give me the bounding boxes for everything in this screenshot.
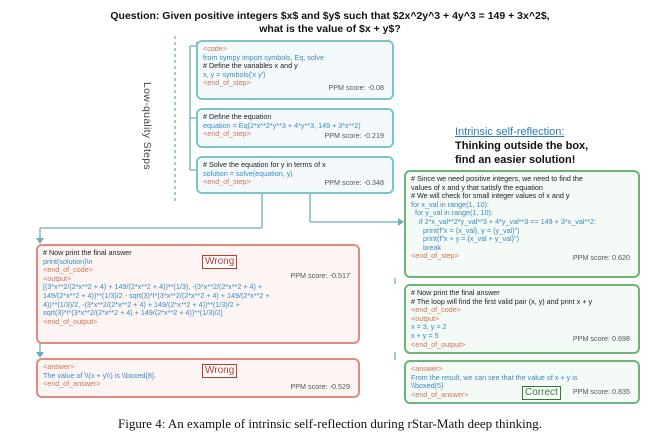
code-line: for x_val in range(1, 10): [411,200,489,209]
end-of-answer-tag: <end_of_answer> [411,390,469,399]
wrong-badge: Wrong [202,255,237,269]
answer-line: From the result, we can see that the value of x + y is [411,373,578,382]
ppm-score: PPM score: -0.219 [324,131,384,141]
code-line: from sympy import symbols, Eq, solve [203,53,325,62]
correct-answer-box [404,360,640,404]
reflection-heading: Intrinsic self-reflection: [455,126,565,138]
ppm-score: PPM score: -0.348 [324,178,384,188]
output-line: 4))**(1/3)/2, -(3*x**2/(2*x**2 + 4) + 149/(2*x**2 + 4))**(1/3)/2 + [43,300,240,309]
code-line: print(solution)\n [43,257,93,266]
ppm-score: PPM score: -0.08 [328,83,384,93]
code-line: equation = Eq(2*x**2*y**3 + 4*y**3, 149 + 3*x**2) [203,121,361,130]
output-line: x + y = 5 [411,331,439,340]
comment-line: values of x and y that satisfy the equation [411,183,543,192]
wrong-badge: Wrong [202,364,237,378]
output-tag: <output> [43,274,72,283]
reflection-output-box [404,284,640,354]
end-of-code-tag: <end_of_code> [411,306,461,315]
step3-box [196,156,394,194]
end-of-output-tag: <end_of_output> [43,317,98,326]
comment-line: # Define the equation [203,113,272,121]
code-line: break [411,243,441,252]
output-line: 149/(2*x**2 + 4))**(1/3)/2 - sqrt(3)*I*(3*x**2/(2*x**2 + 4) + 149/(2*x**2 + [43,291,270,300]
step2-box [196,108,394,148]
reflection-step-box [404,170,640,278]
code-line: print(f"x = {x_val}, y = {y_val}") [411,226,520,235]
code-tag: <code> [203,45,227,53]
ppm-score: PPM score: 0.620 [572,253,630,263]
reflection-line-3: find an easier solution! [455,154,576,166]
question-line-2: what is the value of $x + y$? [259,23,401,35]
code-line: solution = solve(equation, y) [203,169,293,178]
end-of-step-tag: <end_of_step> [411,252,459,261]
output-line: [(3*x**2/(2*x**2 + 4) + 149/(2*x**2 + 4))**(1/3), -(3*x**2/(2*x**2 + 4) + [43,283,263,292]
end-of-step-tag: <end_of_step> [203,130,251,139]
ppm-score: PPM score: 0.698 [572,334,630,344]
wrong-step-box [36,244,360,344]
output-line: x = 3, y = 2 [411,323,447,332]
side-label-text: Low-quality Steps [140,82,153,170]
code-line: x, y = symbols('x y') [203,70,266,79]
output-line: sqrt(3)*I*(3*x**2/(2*x**2 + 4) + 149/(2*x**2 + 4))**(1/3)/2] [43,309,223,318]
comment-line: # Now print the final answer [411,289,500,297]
wrong-answer-box [36,358,360,398]
comment-line: # We will check for small integer values of x and y [411,192,570,201]
comment-line: # The loop will find the first valid pair (x, y) and print x + y [411,297,593,306]
reflection-title [455,125,645,167]
figure-caption: Figure 4: An example of intrinsic self-reflection during rStar-Math deep thinking. [118,416,542,431]
ppm-score: PPM score: -0.517 [290,271,350,280]
answer-tag: <answer> [43,363,75,371]
end-of-code-tag: <end_of_code> [43,266,93,275]
comment-line: # Now print the final answer [43,249,132,257]
end-of-step-tag: <end_of_step> [203,79,251,88]
end-of-output-tag: <end_of_output> [411,340,466,349]
correct-badge: Correct [522,386,561,400]
ppm-score: PPM score: -0.529 [290,382,350,392]
comment-line: # Define the variables x and y [203,62,298,71]
code-line: if 2*x_val**2*y_val**3 + 4*y_val**3 == 149 + 3*x_val**2: [411,217,597,226]
step1-box [196,40,394,100]
code-line: for y_val in range(1, 10): [411,209,493,218]
ppm-score: PPM score: 0.835 [572,387,630,397]
code-line: print(f"x + y = {x_val + y_val}") [411,235,519,244]
answer-tag: <answer> [411,365,443,373]
question-line-1: Question: Given positive integers $x$ and $y$ such that $2x^2y^3 + 4y^3 = 149 + 3x^2$, [110,10,550,22]
end-of-answer-tag: <end_of_answer> [43,380,101,389]
reflection-line-2: Thinking outside the box, [455,140,589,152]
end-of-step-tag: <end_of_step> [203,178,251,187]
comment-line: # Since we need positive integers, we need to find the [411,175,583,183]
answer-line: \\boxed{5} [411,382,444,391]
output-tag: <output> [411,314,440,323]
comment-line: # Solve the equation for y in terms of x [203,161,326,169]
answer-line: The value of \\(x + y\\) is \\boxed{8}. [43,371,157,380]
